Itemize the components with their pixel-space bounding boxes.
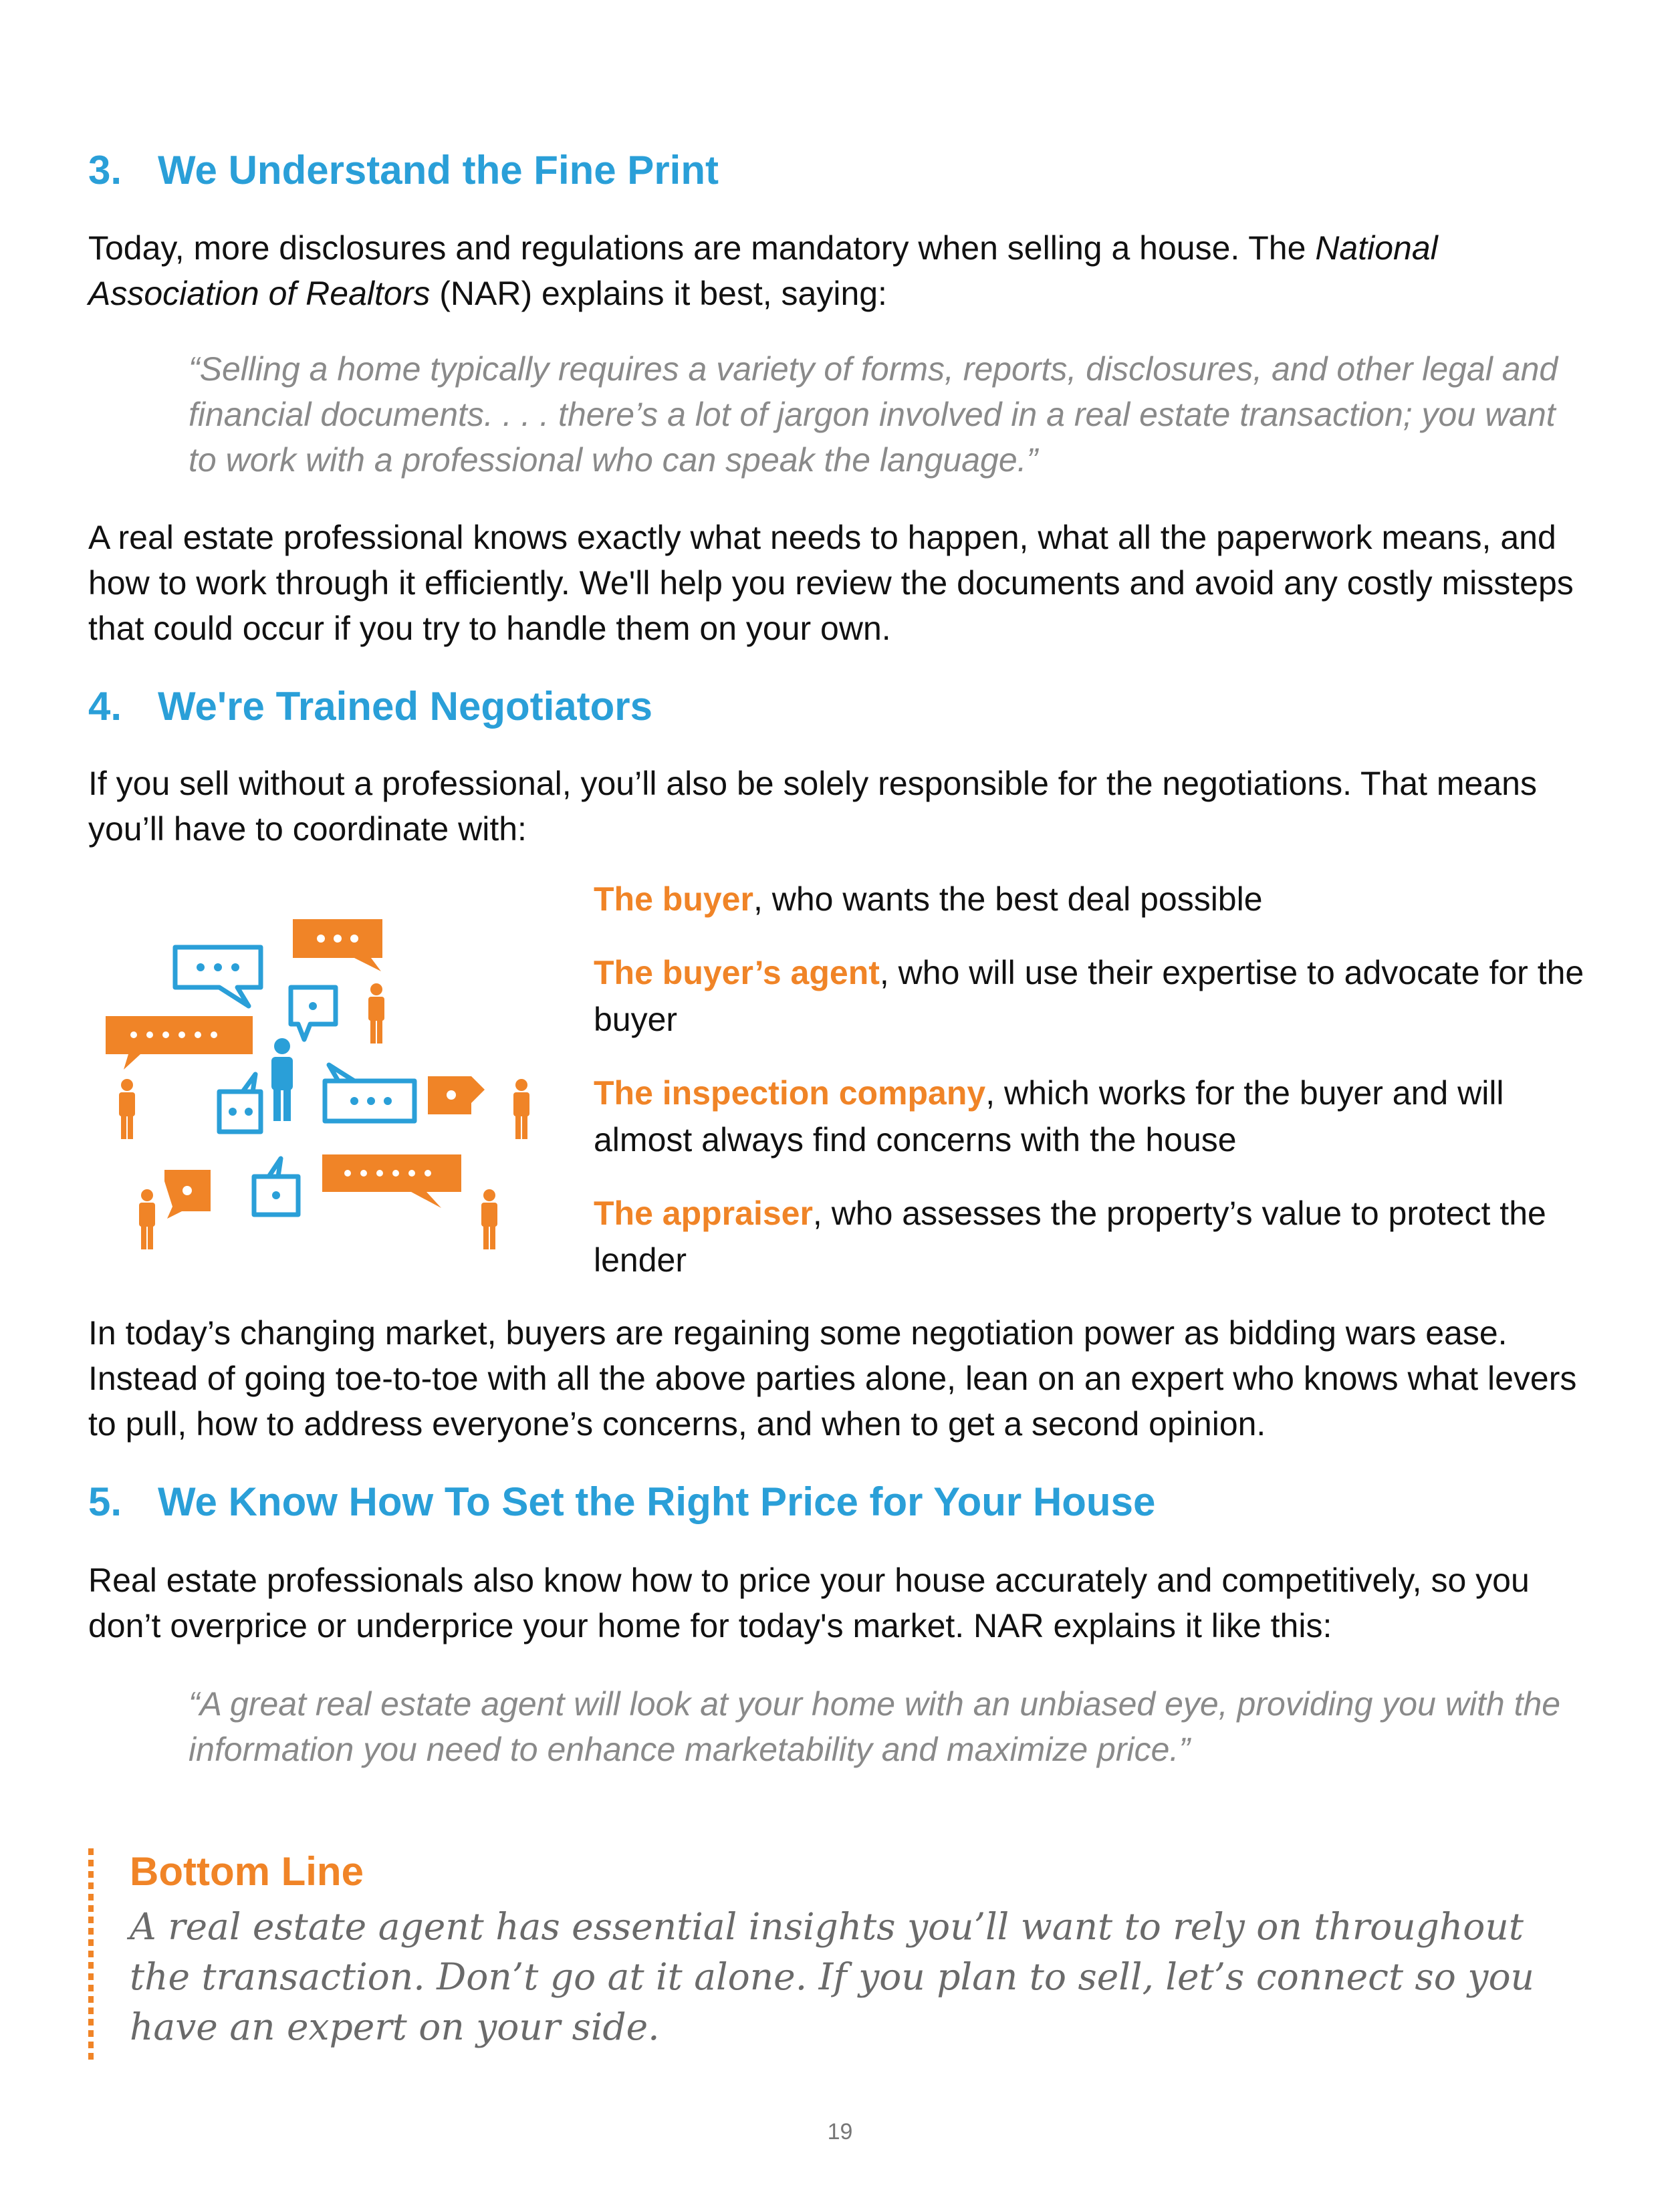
section-3-intro [88,225,1599,316]
bottom-line-text: A real estate agent has essential insights you’ll want to rely on throughout the transaction. Don’t go at it alone. If you plan to sell, let’s connect so you have an expert on your side. [130,1905,1534,2048]
bottom-line-callout [88,1848,1599,2069]
party-label: The inspection company [594,1074,986,1112]
people-conversation-icon [100,906,548,1260]
nar-name: National Association of Realtors [88,229,1438,312]
intro-text: Today, more disclosures and regulations are mandatory when selling a house. The [88,229,1316,267]
list-item [594,876,1596,923]
party-label: The buyer’s agent [594,954,880,991]
nar-quote-2: “A great real estate agent will look at your home with an unbiased eye, providing you with the information you need to enhance marketability and maximize price.” [189,1685,1561,1768]
bottom-line-title: Bottom Line [130,1849,364,1894]
list-item [594,1190,1596,1283]
section-5-heading [88,1479,1155,1525]
nar-quote-1: “Selling a home typically requires a variety of forms, reports, disclosures, and other legal and financial documents. . . . there’s a lot of jargon involved in a real estate transaction; you want to work with a professional who can speak the language.” [189,350,1558,479]
list-item [594,1070,1596,1163]
section-number: 5. [88,1479,122,1524]
party-label: The appraiser [594,1195,813,1232]
page-number: 19 [827,2119,853,2144]
section-title: We're Trained Negotiators [158,684,653,729]
section-number: 3. [88,148,122,193]
section-number: 4. [88,684,122,729]
list-item [594,949,1596,1043]
section-title: We Understand the Fine Print [158,148,719,193]
negotiation-parties-list [594,876,1596,1310]
section-4-intro: If you sell without a professional, you’ll also be solely responsible for the negotiations. That means you’ll have to coordinate with: [88,765,1537,848]
party-description: , who assesses the property’s value to protect the lender [594,1195,1546,1279]
section-title: We Know How To Set the Right Price for Your House [158,1479,1156,1524]
dotted-accent-bar [88,1848,94,2062]
intro-text-end: (NAR) explains it best, saying: [430,275,887,312]
section-4-heading [88,683,652,730]
party-description: , who wants the best deal possible [753,880,1263,918]
section-3-body: A real estate professional knows exactly what needs to happen, what all the paperwork means, and how to work through it efficiently. We'll help you review the documents and avoid any costly missteps that could occur if you try to handle them on your own. [88,519,1574,647]
section-4-body: In today’s changing market, buyers are regaining some negotiation power as bidding wars ease. Instead of going toe-to-toe with all the above parties alone, lean on an expert who knows what levers to pull, how to address everyone’s concerns, and when to get a second opinion. [88,1314,1577,1443]
party-description: , which works for the buyer and will almost always find concerns with the house [594,1074,1504,1158]
section-3-heading [88,147,719,194]
section-5-intro: Real estate professionals also know how to price your house accurately and competitively, so you don’t overprice or underprice your home for today's market. NAR explains it like this: [88,1562,1530,1644]
party-label: The buyer [594,880,753,918]
party-description: , who will use their expertise to advocate for the buyer [594,954,1584,1038]
